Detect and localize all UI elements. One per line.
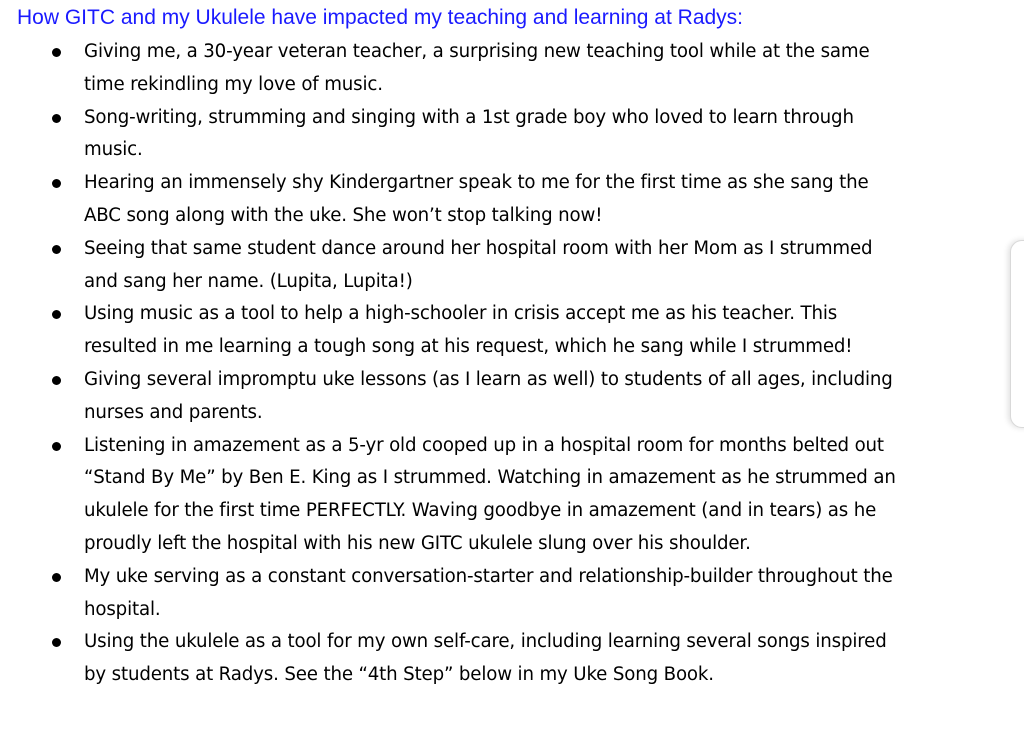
bullet-dot-icon — [52, 638, 61, 647]
bullet-text: Giving me, a 30-year veteran teacher, a surprising new teaching tool while at the same time rekindling my love of music. — [84, 41, 870, 95]
bullet-text: Seeing that same student dance around her hospital room with her Mom as I strummed and sang her name. (Lupita, Lupita!) — [84, 237, 873, 292]
bullet-item — [0, 626, 902, 692]
bullet-text: My uke serving as a constant conversation-starter and relationship-builder throughout the hospital. — [84, 565, 893, 620]
bullet-text: Using music as a tool to help a high-schooler in crisis accept me as his teacher. This resulted in me learning a tough song at his request, which he sang while I strummed! — [84, 303, 853, 358]
bullet-text: Giving several impromptu uke lessons (as I learn as well) to students of all ages, including nurses and parents. — [84, 368, 893, 423]
bullet-item — [0, 561, 902, 627]
impact-bullet-list — [0, 36, 902, 692]
bullet-dot-icon — [52, 573, 61, 582]
bullet-text: Listening in amazement as a 5-yr old cooped up in a hospital room for months belted out “Stand By Me” by Ben E. King as I strummed. Watching in amazement as he strummed an ukulele for the first time PERFECTLY. Waving goodbye in amazement (and in tears) as he proudly left the hospital with his new GITC ukulele slung over his shoulder. — [84, 434, 896, 554]
bullet-dot-icon — [52, 48, 61, 57]
bullet-item — [0, 298, 902, 364]
bullet-item — [0, 430, 902, 561]
bullet-dot-icon — [52, 179, 61, 188]
bullet-item — [0, 233, 902, 299]
document-heading: How GITC and my Ukulele have impacted my teaching and learning at Radys: — [17, 6, 744, 29]
bullet-text: Song-writing, strumming and singing with a 1st grade boy who loved to learn through music. — [84, 106, 854, 161]
bullet-dot-icon — [52, 114, 61, 123]
bullet-dot-icon — [52, 245, 61, 254]
bullet-dot-icon — [52, 376, 61, 385]
bullet-dot-icon — [52, 310, 61, 319]
bullet-text: Hearing an immensely shy Kindergartner speak to me for the first time as she sang the ABC song along with the uke. She won’t stop talking now! — [84, 172, 869, 226]
bullet-text: Using the ukulele as a tool for my own self-care, including learning several songs inspired by students at Radys. See the “4th Step” below in my Uke Song Book. — [84, 631, 887, 686]
bullet-item — [0, 36, 902, 102]
bullet-item — [0, 364, 902, 430]
bullet-item — [0, 167, 902, 233]
side-panel-tab[interactable] — [1010, 240, 1024, 428]
bullet-item — [0, 102, 902, 168]
bullet-dot-icon — [52, 442, 61, 451]
